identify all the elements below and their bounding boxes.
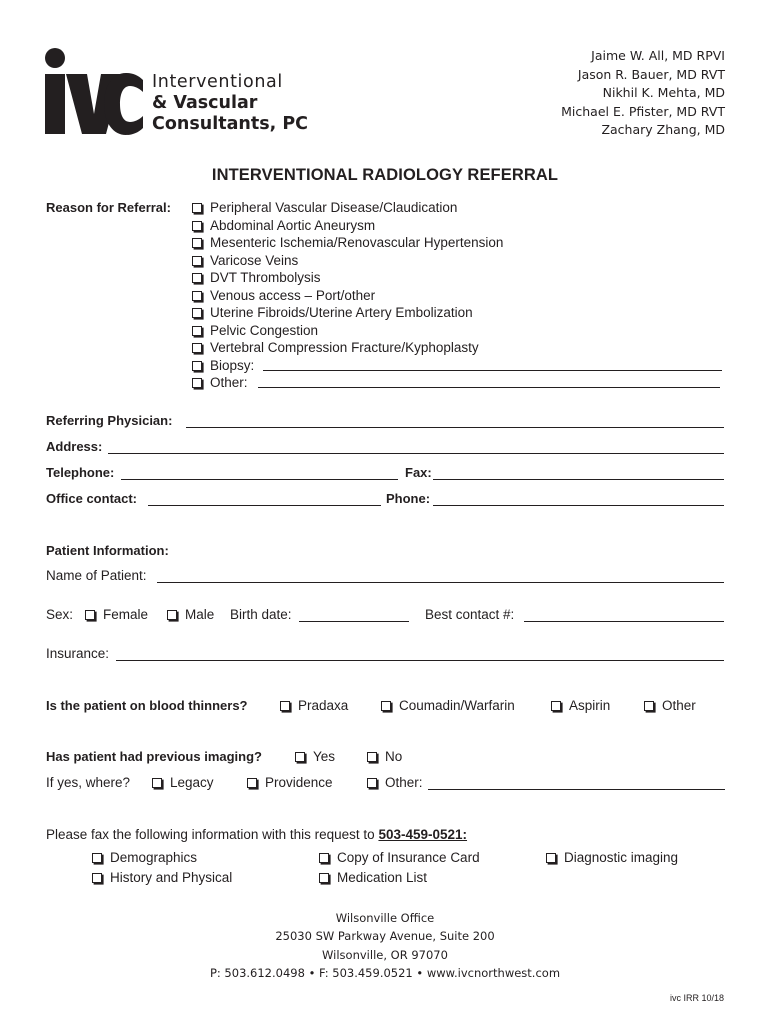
form-title: INTERVENTIONAL RADIOLOGY REFERRAL — [211, 166, 559, 184]
physician-name: Zachary Zhang, MD — [601, 122, 725, 137]
option-label: History and Physical — [110, 870, 233, 885]
checkbox[interactable] — [167, 610, 177, 620]
checkbox[interactable] — [152, 778, 162, 788]
option-label: Legacy — [170, 775, 214, 790]
option-label: Female — [103, 607, 149, 622]
fax-number: 503-459-0521: — [378, 827, 468, 842]
checkbox[interactable] — [319, 853, 329, 863]
address-label: Address: — [46, 439, 103, 454]
checkbox[interactable] — [319, 873, 329, 883]
phone-label: Phone: — [386, 491, 431, 506]
option-label: Vertebral Compression Fracture/Kyphoplasty — [210, 340, 479, 355]
thinner-option-aspirin[interactable] — [551, 698, 610, 713]
checkbox[interactable] — [247, 778, 257, 788]
option-label: Providence — [265, 775, 333, 790]
office-contact-field[interactable] — [148, 505, 381, 506]
imaging-other-option[interactable] — [367, 775, 423, 790]
checkbox[interactable] — [280, 701, 290, 711]
office-name: Wilsonville Office — [335, 911, 435, 925]
option-label: Pelvic Congestion — [210, 322, 319, 338]
option-label: Other: — [210, 375, 248, 390]
option-label: Demographics — [110, 850, 198, 865]
option-label: Varicose Veins — [210, 252, 299, 268]
checkbox[interactable] — [85, 610, 95, 620]
thinner-option-pradaxa[interactable] — [280, 698, 348, 713]
checkbox[interactable] — [295, 752, 305, 762]
fax-item-diagnostic-imaging[interactable] — [546, 850, 678, 865]
referring-physician-label: Referring Physician: — [46, 413, 173, 428]
imaging-legacy-option[interactable] — [152, 775, 214, 790]
previous-imaging-question: Has patient had previous imaging? — [46, 749, 262, 764]
checkbox[interactable] — [192, 361, 202, 371]
phone-field[interactable] — [433, 505, 724, 506]
option-label: Diagnostic imaging — [564, 850, 679, 865]
reason-option[interactable] — [192, 252, 503, 270]
checkbox[interactable] — [546, 853, 556, 863]
checkbox[interactable] — [192, 291, 202, 301]
fax-label: Fax: — [405, 465, 432, 480]
patient-name-label: Name of Patient: — [46, 568, 147, 583]
fax-request-text — [46, 827, 467, 842]
option-label: Biopsy: — [210, 357, 255, 373]
office-address — [0, 909, 770, 982]
fax-field[interactable] — [433, 479, 724, 480]
checkbox[interactable] — [192, 343, 202, 353]
imaging-yes-option[interactable] — [295, 749, 335, 764]
option-label: Medication List — [337, 870, 428, 885]
checkbox[interactable] — [192, 203, 202, 213]
option-label: Male — [185, 607, 215, 622]
option-label: Copy of Insurance Card — [337, 850, 480, 865]
ivc-logo — [42, 44, 144, 138]
option-label: Uterine Fibroids/Uterine Artery Embolization — [210, 305, 473, 320]
checkbox[interactable] — [192, 326, 202, 336]
imaging-where-label: If yes, where? — [46, 775, 131, 790]
physician-name: Jason R. Bauer, MD RVT — [577, 66, 725, 82]
option-label: Peripheral Vascular Disease/Claudication — [210, 200, 458, 215]
reason-options — [192, 199, 503, 392]
office-city: Wilsonville, OR 97070 — [322, 947, 448, 962]
reason-label: Reason for Referral: — [46, 200, 171, 215]
physician-list — [561, 47, 725, 140]
checkbox[interactable] — [367, 752, 377, 762]
telephone-label: Telephone: — [46, 465, 115, 480]
option-label: Yes — [313, 749, 336, 764]
reason-option[interactable] — [192, 217, 503, 235]
reason-option[interactable] — [192, 322, 503, 340]
option-label: Other: — [385, 775, 423, 790]
office-street: 25030 SW Parkway Avenue, Suite 200 — [275, 929, 495, 944]
thinner-option-other[interactable] — [644, 698, 696, 713]
company-name-line-3: Consultants, PC — [152, 114, 309, 134]
fax-item-medication-list[interactable] — [319, 870, 427, 885]
checkbox[interactable] — [367, 778, 377, 788]
checkbox[interactable] — [92, 853, 102, 863]
best-contact-label: Best contact #: — [425, 607, 515, 622]
checkbox[interactable] — [92, 873, 102, 883]
reason-option[interactable] — [192, 269, 503, 287]
office-contact-label: Office contact: — [46, 491, 138, 506]
checkbox[interactable] — [192, 238, 202, 248]
sex-label: Sex: — [46, 607, 74, 622]
company-name-line-1: Interventional — [152, 72, 283, 92]
imaging-no-option[interactable] — [367, 749, 402, 764]
birth-date-label: Birth date: — [230, 607, 292, 622]
checkbox[interactable] — [192, 221, 202, 231]
checkbox[interactable] — [551, 701, 561, 711]
option-label: Mesenteric Ischemia/Renovascular Hypertension — [210, 235, 504, 250]
company-name — [152, 72, 308, 135]
fax-item-insurance-card[interactable] — [319, 850, 480, 865]
insurance-label: Insurance: — [46, 646, 110, 661]
telephone-field[interactable] — [121, 479, 398, 480]
address-field[interactable] — [108, 453, 724, 454]
option-label: Coumadin/Warfarin — [399, 698, 515, 713]
thinner-option-coumadin[interactable] — [381, 698, 515, 713]
checkbox[interactable] — [381, 701, 391, 711]
option-label: Pradaxa — [298, 698, 349, 713]
office-contact-info: P: 503.612.0498 • F: 503.459.0521 • www.ivcnorthwest.com — [209, 965, 561, 980]
option-label: DVT Thrombolysis — [210, 270, 321, 285]
other-reason-line[interactable] — [258, 387, 720, 388]
checkbox[interactable] — [192, 378, 202, 388]
fax-item-history-physical[interactable] — [92, 870, 232, 885]
reason-option[interactable] — [192, 287, 503, 305]
option-label: Aspirin — [569, 698, 611, 713]
option-label: No — [385, 749, 403, 764]
checkbox[interactable] — [644, 701, 654, 711]
referring-physician-field[interactable] — [186, 427, 724, 428]
checkbox[interactable] — [192, 256, 202, 266]
imaging-other-field[interactable] — [428, 789, 725, 790]
blood-thinners-question: Is the patient on blood thinners? — [46, 698, 248, 713]
patient-name-field[interactable] — [157, 582, 724, 583]
sex-female-option[interactable] — [85, 607, 148, 622]
checkbox[interactable] — [192, 308, 202, 318]
option-label: Venous access – Port/other — [210, 287, 376, 303]
birth-date-field[interactable] — [299, 621, 409, 622]
best-contact-field[interactable] — [524, 621, 724, 622]
physician-name: Michael E. Pfister, MD RVT — [561, 103, 725, 119]
patient-info-heading: Patient Information: — [46, 543, 169, 558]
imaging-providence-option[interactable] — [247, 775, 333, 790]
option-label: Other — [662, 698, 696, 713]
insurance-field[interactable] — [116, 660, 724, 661]
reason-option[interactable] — [192, 199, 503, 217]
reason-option-other[interactable] — [192, 374, 503, 392]
fax-item-demographics[interactable] — [92, 850, 197, 865]
option-label: Abdominal Aortic Aneurysm — [210, 217, 376, 233]
physician-name: Nikhil K. Mehta, MD — [602, 85, 725, 100]
sex-male-option[interactable] — [167, 607, 214, 622]
reason-option[interactable] — [192, 234, 503, 252]
reason-option-biopsy[interactable] — [192, 357, 503, 375]
fax-request-label: Please fax the following information with this request to — [46, 827, 375, 842]
company-name-line-2: & Vascular — [152, 93, 258, 113]
form-version: ivc IRR 10/18 — [669, 993, 724, 1003]
biopsy-line[interactable] — [263, 370, 722, 371]
physician-name: Jaime W. All, MD RPVI — [591, 48, 725, 63]
checkbox[interactable] — [192, 273, 202, 283]
reason-option[interactable] — [192, 304, 503, 322]
reason-option[interactable] — [192, 339, 503, 357]
